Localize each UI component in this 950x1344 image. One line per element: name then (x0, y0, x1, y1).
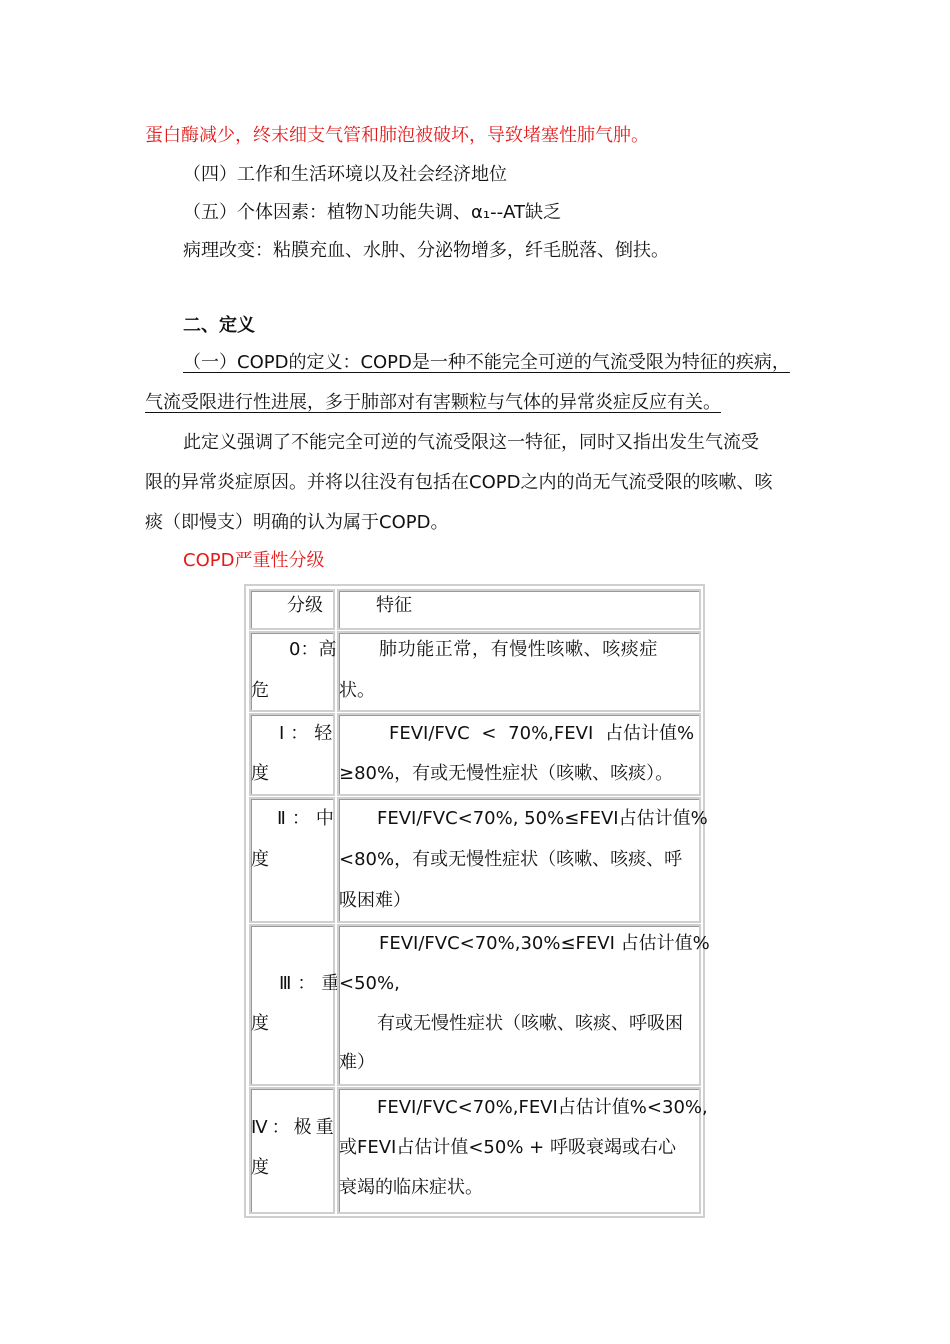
grade-text: Ⅰ：轻 (279, 723, 339, 744)
feature-text: <50%, (339, 973, 400, 994)
feature-text: FEVI/FVC<70%,30%≤FEVI 占估计值% (379, 933, 710, 954)
feature-text: 或FEVI占估计值<50% + 呼吸衰竭或右心 (339, 1137, 676, 1158)
definition-line-1: （一）COPD的定义：COPD是一种不能完全可逆的气流受限为特征的疾病， (183, 352, 790, 373)
table-row-grade (249, 1087, 338, 1214)
feature-text: 有或无慢性症状（咳嗽、咳痰、呼吸困 (377, 1013, 683, 1034)
feature-text: 难） (339, 1052, 375, 1073)
definition-line-2: 气流受限进行性进展，多于肺部对有害颗粒与气体的异常炎症反应有关。 (145, 392, 721, 413)
feature-text: FEVI/FVC<70%,FEVI占估计值%<30%, (377, 1097, 708, 1118)
feature-text: <80%，有或无慢性症状（咳嗽、咳痰、呼 (339, 849, 683, 870)
explanation-line-2: 限的异常炎症原因。并将以往没有包括在COPD之内的尚无气流受限的咳嗽、咳 (145, 472, 773, 493)
table-row-feature (337, 1087, 708, 1214)
explanation-line-3: 痰（即慢支）明确的认为属于COPD。 (145, 512, 449, 533)
grade-text: 度 (251, 1157, 269, 1178)
paragraph-red-line: 蛋白酶减少，终末细支气管和肺泡被破坏，导致堵塞性肺气肿。 (145, 125, 649, 146)
grade-text: 度 (251, 1013, 269, 1034)
grade-text: Ⅲ：重 (279, 973, 346, 994)
table-row-grade (249, 631, 335, 712)
table-title: COPD严重性分级 (183, 550, 325, 571)
grade-text: 危 (251, 680, 269, 701)
grade-text: 度 (251, 763, 269, 784)
grade-text: 0：高 (289, 639, 337, 660)
section-heading: 二、定义 (183, 315, 255, 336)
header-feature-cell (337, 589, 701, 630)
feature-text: ≥80%，有或无慢性症状（咳嗽、咳痰）。 (339, 763, 674, 784)
grade-text: Ⅱ：中 (277, 808, 340, 829)
table-row-feature (337, 924, 710, 1086)
table-row-feature (337, 713, 701, 796)
feature-text: FEVI/FVC<70%, 50%≤FEVI占估计值% (377, 808, 708, 829)
grade-text: Ⅳ：极重 (251, 1117, 338, 1138)
header-feature: 特征 (376, 595, 412, 616)
item-five: （五）个体因素：植物Ｎ功能失调、α₁--AT缺乏 (183, 202, 561, 223)
grade-text: 度 (251, 849, 269, 870)
table-row-grade (249, 924, 346, 1086)
table-row-grade (249, 797, 340, 923)
feature-text: 肺功能正常，有慢性咳嗽、咳痰症 (379, 639, 658, 660)
feature-text: 吸困难） (339, 890, 411, 911)
header-grade: 分级 (287, 595, 323, 616)
table-row-feature (337, 631, 701, 712)
explanation-line-1: 此定义强调了不能完全可逆的气流受限这一特征，同时又指出发生气流受 (183, 432, 759, 453)
header-grade-cell (249, 589, 335, 630)
pathology-line: 病理改变：粘膜充血、水肿、分泌物增多，纤毛脱落、倒扶。 (183, 240, 669, 261)
feature-text: 状。 (339, 680, 375, 701)
feature-text: 衰竭的临床症状。 (339, 1177, 483, 1198)
table-row-grade (249, 713, 339, 796)
feature-text: FEVI/FVC < 70%,FEVI 占估计值% (389, 723, 695, 744)
item-four: （四）工作和生活环境以及社会经济地位 (183, 164, 507, 185)
table-row-feature (337, 797, 708, 923)
